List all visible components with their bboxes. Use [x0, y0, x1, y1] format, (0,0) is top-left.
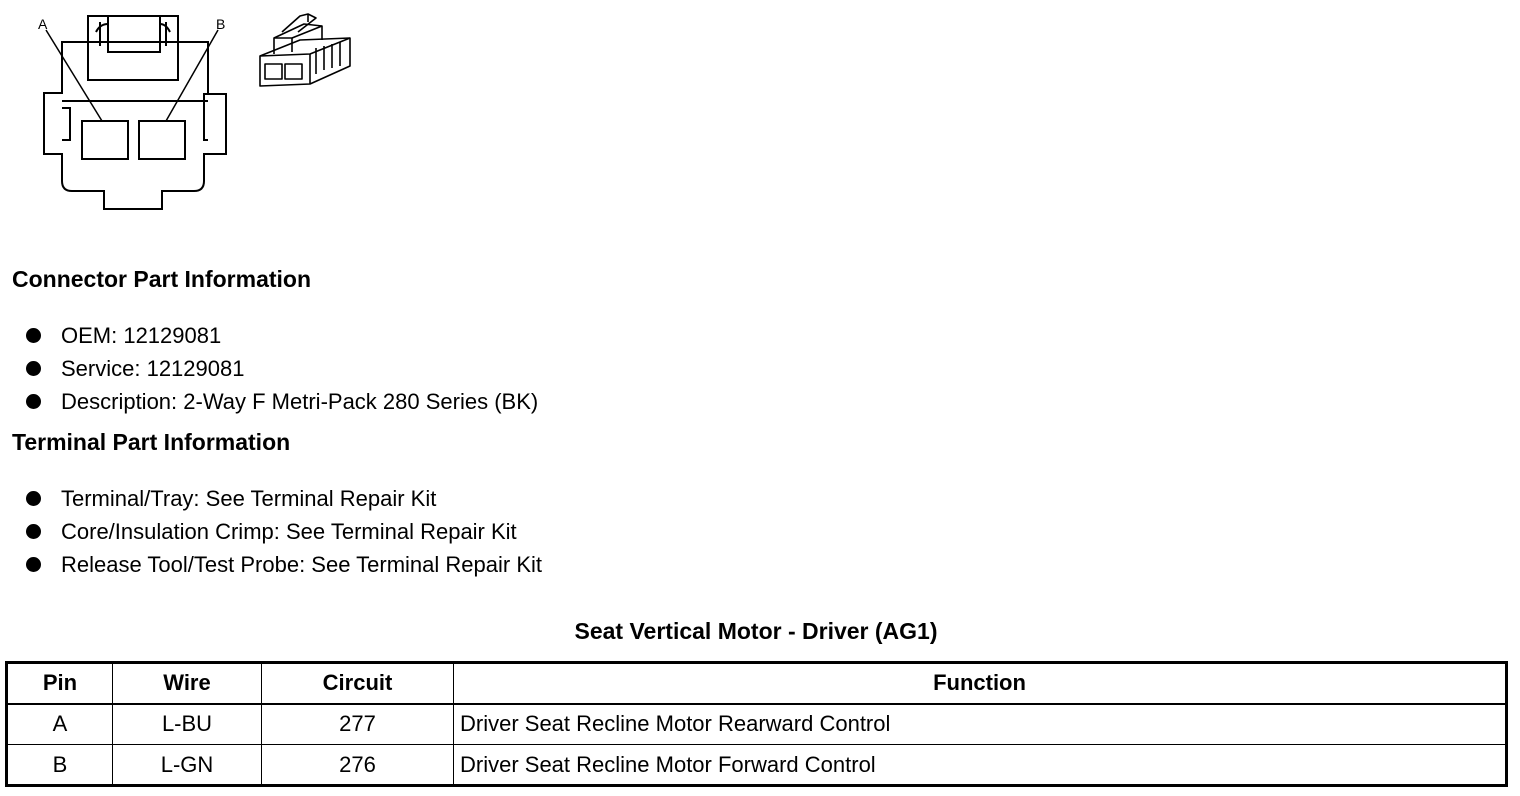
pin-cell: B: [7, 745, 113, 786]
connector-face-view-drawing: [28, 8, 238, 218]
pinout-table-title: Seat Vertical Motor - Driver (AG1): [574, 618, 938, 644]
table-row: [7, 704, 1507, 745]
cavity-b-leader-line: [166, 30, 218, 121]
list-item: [26, 385, 538, 418]
terminal-part-list: [26, 482, 542, 581]
function-cell: Driver Seat Recline Motor Rearward Control: [454, 704, 1507, 745]
connector-part-list: [26, 319, 538, 418]
function-column-header: Function: [454, 663, 1507, 704]
bullet-icon: [26, 524, 41, 539]
connector-description-text: Description: 2-Way F Metri-Pack 280 Series (BK): [61, 388, 539, 414]
terminal-part-information-heading: Terminal Part Information: [12, 429, 291, 455]
table-header-row: [7, 663, 1507, 704]
release-tool-text: Release Tool/Test Probe: See Terminal Repair Kit: [61, 551, 542, 577]
connector-isometric-drawing: [252, 4, 362, 96]
wire-cell: L-BU: [113, 704, 262, 745]
wire-cell: L-GN: [113, 745, 262, 786]
function-cell: Driver Seat Recline Motor Forward Control: [454, 745, 1507, 786]
connector-service-text: Service: 12129081: [61, 355, 245, 381]
list-item: [26, 319, 538, 352]
list-item: [26, 515, 542, 548]
bullet-icon: [26, 361, 41, 376]
terminal-tray-text: Terminal/Tray: See Terminal Repair Kit: [61, 485, 437, 511]
wire-column-header: Wire: [113, 663, 262, 704]
cavity-b-label: B: [216, 16, 226, 32]
list-item: [26, 548, 542, 581]
bullet-icon: [26, 491, 41, 506]
circuit-cell: 276: [262, 745, 454, 786]
circuit-column-header: Circuit: [262, 663, 454, 704]
bullet-icon: [26, 557, 41, 572]
pinout-table: [5, 661, 1508, 787]
bullet-icon: [26, 394, 41, 409]
pin-column-header: Pin: [7, 663, 113, 704]
list-item: [26, 482, 542, 515]
connector-oem-text: OEM: 12129081: [61, 322, 222, 348]
bullet-icon: [26, 328, 41, 343]
cavity-a-leader-line: [46, 30, 102, 121]
pin-cell: A: [7, 704, 113, 745]
connector-part-information-heading: Connector Part Information: [12, 266, 312, 292]
cavity-a-label: A: [38, 16, 48, 32]
table-row: [7, 745, 1507, 786]
core-insulation-crimp-text: Core/Insulation Crimp: See Terminal Repair Kit: [61, 518, 517, 544]
list-item: [26, 352, 538, 385]
circuit-cell: 277: [262, 704, 454, 745]
